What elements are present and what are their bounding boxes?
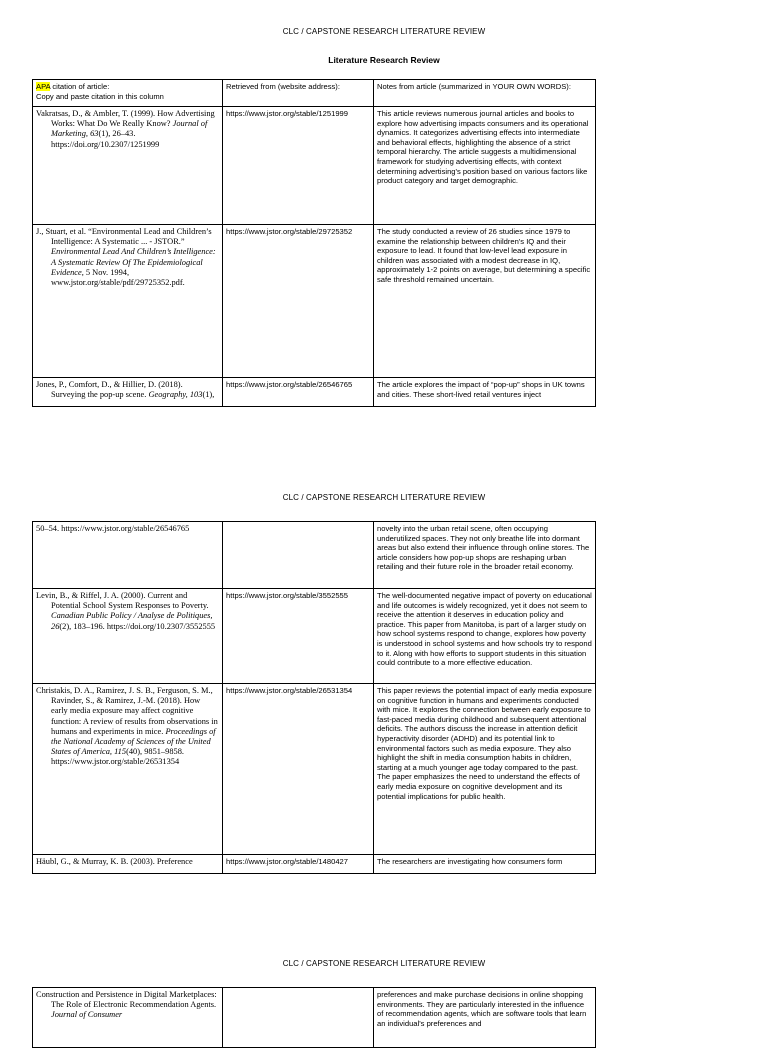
notes-cell	[374, 107, 596, 225]
citation-text: Construction and Persistence in Digital Marketplaces: The Role of Electronic Recommendation Agents.	[36, 990, 217, 1010]
header-notes-label: Notes from article (summarized in YOUR OWN WORDS):	[377, 82, 571, 91]
citation-text: 50–54. https://www.jstor.org/stable/26546765	[36, 524, 190, 533]
table-row	[33, 684, 596, 855]
citation-text-end: (1), 26–43. https://doi.org/10.2307/1251999	[51, 129, 160, 149]
table-row	[33, 855, 596, 874]
url-cell	[223, 988, 374, 1048]
notes-cell	[374, 589, 596, 684]
citation-text: Häubl, G., & Murray, K. B. (2003). Preference	[36, 857, 193, 866]
url-cell	[223, 107, 374, 225]
page-header: CLC / CAPSTONE RESEARCH LITERATURE REVIEW	[282, 959, 486, 968]
header-citation-cell	[33, 80, 223, 107]
citation-cell	[33, 684, 223, 855]
notes-cell	[374, 855, 596, 874]
header-url-label: Retrieved from (website address):	[226, 82, 340, 91]
citation-text: Jones, P., Comfort, D., & Hillier, D. (2018). Surveying the pop-up scene.	[36, 380, 183, 400]
url-cell	[223, 522, 374, 589]
citation-cell	[33, 522, 223, 589]
url-cell	[223, 684, 374, 855]
table-row	[33, 378, 596, 407]
citation-text-end: (2), 183–196. https://doi.org/10.2307/3552555	[59, 621, 216, 631]
literature-table-page-1	[32, 79, 596, 407]
url-cell	[223, 589, 374, 684]
notes-cell	[374, 684, 596, 855]
notes-text: novelty into the urban retail scene, often occupying underutilized spaces. They not only breathe life into dormant areas but also extend their influence through online stores. The article considers how pop-up shops are reshaping urban retailing and their future role in the broader retail economy.	[377, 524, 590, 572]
citation-cell	[33, 378, 223, 407]
citation-journal: Environmental Lead And Children’s Intelligence: A Systematic Review Of The Epidemiological Evidence	[51, 247, 216, 277]
citation-text: Vakratsas, D., & Ambler, T. (1999). How Advertising Works: What Do We Really Know?	[36, 109, 215, 129]
citation-cell	[33, 107, 223, 225]
apa-highlight: APA	[36, 82, 51, 91]
url-cell	[223, 225, 374, 378]
url-text: https://www.jstor.org/stable/26531354	[226, 686, 353, 695]
citation-cell	[33, 225, 223, 378]
page-header: CLC / CAPSTONE RESEARCH LITERATURE REVIEW	[282, 27, 486, 36]
notes-cell	[374, 225, 596, 378]
url-cell	[223, 378, 374, 407]
citation-cell	[33, 589, 223, 684]
notes-text: This article reviews numerous journal articles and books to explore how advertising impacts consumers and its operational dynamics. It categorizes advertising effects into intermediate and behavioral effects, highlighting the absence of a strict temporal hierarchy. The article suggests a multidimensional framework for studying advertising effects, with context determining advertising's position based on various factors like product category and target demographic.	[377, 109, 589, 186]
table-row	[33, 107, 596, 225]
url-text: https://www.jstor.org/stable/1251999	[226, 109, 348, 118]
notes-cell	[374, 988, 596, 1048]
header-url-cell	[223, 80, 374, 107]
citation-cell	[33, 855, 223, 874]
url-cell	[223, 855, 374, 874]
notes-text: preferences and make purchase decisions in online shopping environments. They are particularly interested in the influence of recommendation agents, which are software tools that learn an individual's preferences and	[377, 990, 587, 1028]
table-row	[33, 988, 596, 1048]
literature-table-page-2	[32, 521, 596, 874]
notes-cell	[374, 378, 596, 407]
citation-journal: Journal of Consumer	[51, 1010, 123, 1020]
literature-table-page-3	[32, 987, 596, 1048]
citation-journal: Journal of Marketing, 63	[51, 119, 208, 139]
url-text: https://www.jstor.org/stable/1480427	[226, 857, 348, 866]
citation-journal: Canadian Public Policy / Analyse de Politiques, 26	[51, 611, 213, 631]
citation-text-end: (1),	[202, 390, 215, 400]
citation-text: Levin, B., & Riffel, J. A. (2000). Current and Potential School System Responses to Poverty.	[36, 591, 209, 611]
table-header-row	[33, 80, 596, 107]
citation-text: J., Stuart, et al. “Environmental Lead and Children’s Intelligence: A Systematic ... - JSTOR.”	[36, 227, 212, 247]
citation-text: Christakis, D. A., Ramirez, J. S. B., Ferguson, S. M., Ravinder, S., & Ramirez, J.-M. (2018). How early media exposure may affect cognitive function: A review of results from observations in humans and experiments in mice.	[36, 686, 218, 736]
page-header: CLC / CAPSTONE RESEARCH LITERATURE REVIEW	[282, 493, 486, 502]
header-notes-cell	[374, 80, 596, 107]
citation-journal: Proceedings of the National Academy of Sciences of the United States of America, 115	[51, 726, 216, 757]
url-text: https://www.jstor.org/stable/29725352	[226, 227, 353, 236]
table-row	[33, 225, 596, 378]
header-citation-instruction: Copy and paste citation in this column	[36, 91, 164, 101]
url-text: https://www.jstor.org/stable/26546765	[226, 380, 353, 389]
notes-text: The article explores the impact of “pop-up” shops in UK towns and cities. These short-lived retail ventures inject	[377, 380, 585, 399]
citation-text-end: (40), 9851–9858. https://www.jstor.org/stable/26531354	[51, 747, 184, 767]
table-row	[33, 589, 596, 684]
notes-text: The well-documented negative impact of poverty on educational and life outcomes is widely recognized, yet it does not seem to receive the attention it deserves in education policy and practice. This paper from Manitoba, is part of a larger study on how school systems respond to change, explores how poverty is understood in school systems and how schools try to respond to it. Along with how efforts to support students in this situation could contribute to a more effective education.	[377, 591, 592, 668]
notes-text: The study conducted a review of 26 studies since 1979 to examine the relationship between children's IQ and their exposure to lead. It found that low-level lead exposure in children was associated with a modest decrease in IQ, approximately 1-2 points on average, but determining a specific safe threshold remained uncertain.	[377, 227, 591, 284]
citation-journal: Geography, 103	[148, 390, 203, 400]
citation-text-end: , 5 Nov. 1994, www.jstor.org/stable/pdf/29725352.pdf.	[51, 267, 185, 288]
notes-text: The researchers are investigating how consumers form	[377, 857, 563, 866]
notes-text: This paper reviews the potential impact of early media exposure on cognitive function in humans and experiments conducted with mice. It explores the connection between early exposure to fast-paced media during childhood and subsequent attentional deficits. The authors discuss the increase in attention deficit hyperactivity disorder (ADHD) and its potential link to environmental factors such as media exposure. They also highlight the shift in media consumption habits in children, starting at a much younger age today compared to the past. The paper emphasizes the need to understand the effects of early media exposure on cognitive development and its potential implications for public health.	[377, 686, 592, 801]
page-title: Literature Research Review	[328, 55, 440, 65]
citation-cell	[33, 988, 223, 1048]
table-row	[33, 522, 596, 589]
header-citation-label: citation of article:	[50, 82, 110, 91]
notes-cell	[374, 522, 596, 589]
url-text: https://www.jstor.org/stable/3552555	[226, 591, 348, 600]
